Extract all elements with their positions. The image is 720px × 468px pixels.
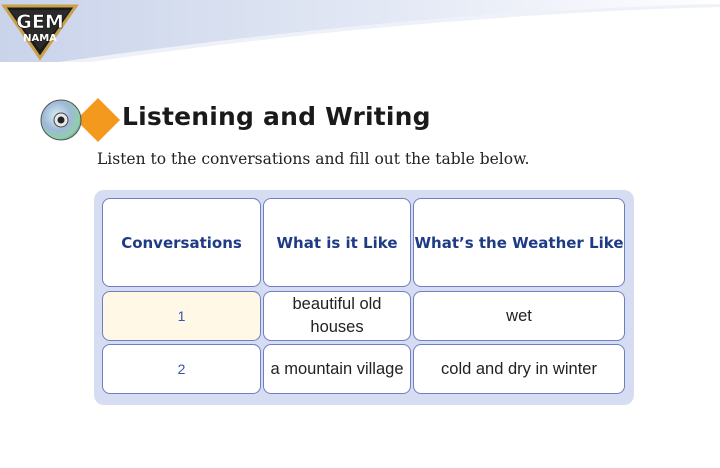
logo-line1: GEM [16,11,64,33]
row-2-number: 2 [102,344,261,394]
row-2-weather: cold and dry in winter [413,344,625,394]
section-title: Listening and Writing [122,102,431,131]
instruction-text: Listen to the conversations and fill out the table below. [97,150,530,168]
logo-line2: NAMA [23,33,57,44]
header-weather: What’s the Weather Like [413,198,625,287]
top-banner [0,0,720,62]
header-what-is-it-like: What is it Like [263,198,411,287]
row-1-weather: wet [413,291,625,341]
gemnama-logo [0,0,80,64]
orange-diamond-icon [76,98,120,142]
row-1-like: beautiful old houses [263,291,411,341]
answer-table [94,190,634,405]
cd-icon [40,96,120,144]
row-1-number: 1 [102,291,261,341]
header-conversations: Conversations [102,198,261,287]
row-2-like: a mountain village [263,344,411,394]
